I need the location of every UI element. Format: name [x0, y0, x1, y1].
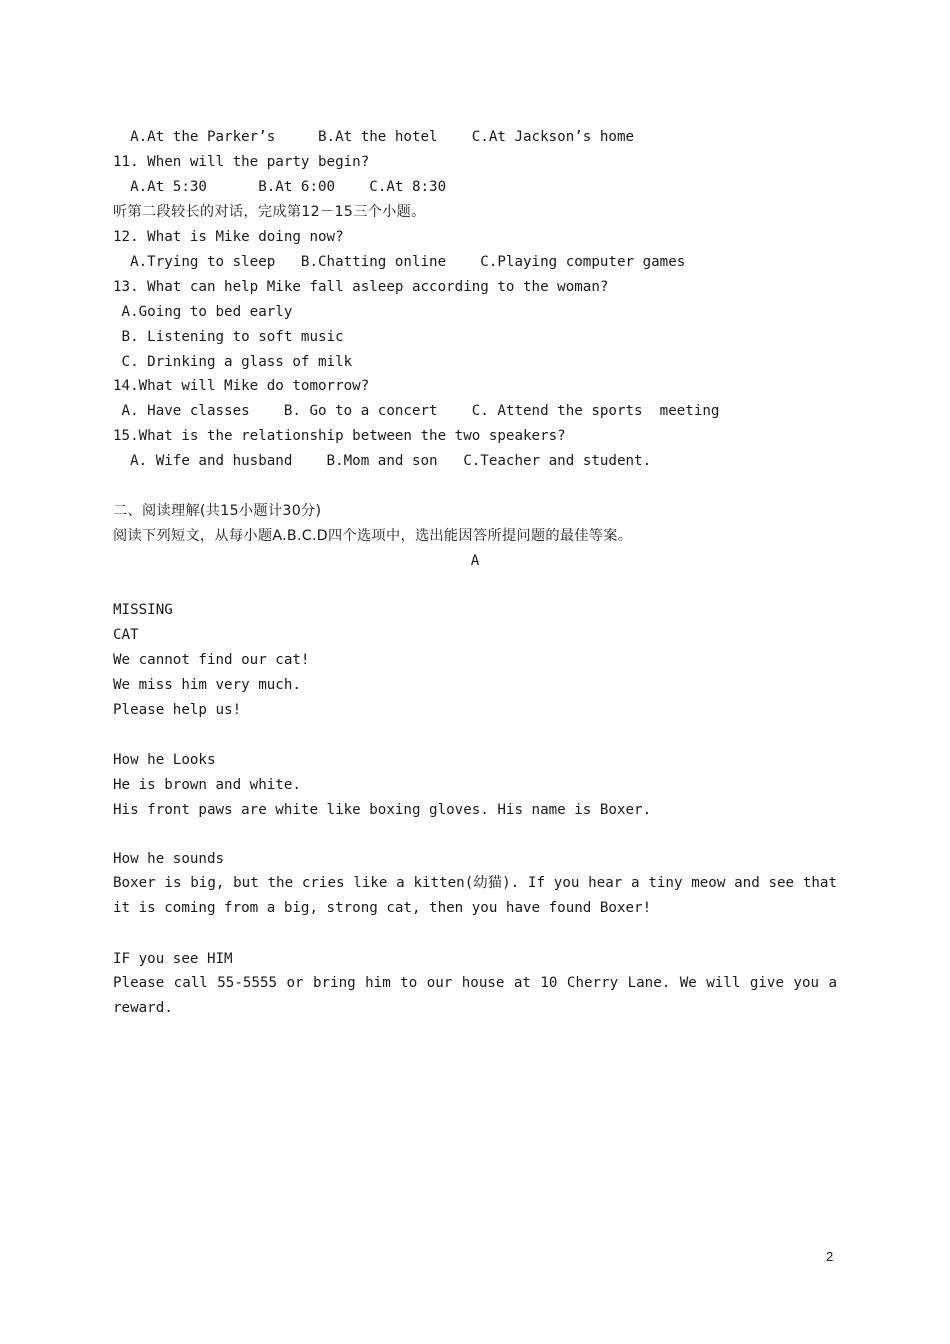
reading-instructions: 阅读下列短文，从每小题A.B.C.D四个选项中，选出能因答所提问题的最佳等案。: [113, 528, 633, 544]
notice-intro-line3: Please help us!: [113, 702, 242, 718]
section2-instructions: 听第二段较长的对话，完成第12－15三个小题。: [113, 204, 426, 220]
notice-title-line2: CAT: [113, 627, 139, 643]
q13-option-a: A.Going to bed early: [113, 304, 293, 320]
q14-question: 14.What will Mike do tomorrow?: [113, 378, 370, 394]
looks-line2: His front paws are white like boxing gloves. His name is Boxer.: [113, 802, 652, 818]
see-heading: IF you see HIM: [113, 951, 233, 967]
q12-options: A.Trying to sleep B.Chatting online C.Playing computer games: [113, 254, 686, 270]
q11-question: 11. When will the party begin?: [113, 154, 370, 170]
q13-option-b: B. Listening to soft music: [113, 329, 344, 345]
notice-intro-line1: We cannot find our cat!: [113, 652, 310, 668]
reading-heading: 二、阅读理解(共15小题计30分): [113, 503, 322, 519]
page-number: 2: [826, 1249, 834, 1264]
q13-option-c: C. Drinking a glass of milk: [113, 354, 353, 370]
notice-intro-line2: We miss him very much.: [113, 677, 301, 693]
q14-options: A. Have classes B. Go to a concert C. Attend the sports meeting: [113, 403, 720, 419]
q15-question: 15.What is the relationship between the two speakers?: [113, 428, 566, 444]
looks-heading: How he Looks: [113, 752, 216, 768]
q13-question: 13. What can help Mike fall asleep according to the woman?: [113, 279, 609, 295]
see-paragraph: Please call 55-5555 or bring him to our house at 10 Cherry Lane. We will give you a reward.: [113, 975, 837, 1016]
q15-options: A. Wife and husband B.Mom and son C.Teacher and student.: [113, 453, 652, 469]
q10-options: A.At the Parker’s B.At the hotel C.At Jackson’s home: [113, 129, 635, 145]
q11-options: A.At 5:30 B.At 6:00 C.At 8:30: [113, 179, 447, 195]
sounds-paragraph: Boxer is big, but the cries like a kitten(幼猫). If you hear a tiny meow and see that it is coming from a big, strong cat, then you have found Boxer!: [113, 875, 837, 916]
passage-label: A: [470, 553, 480, 569]
notice-title-line1: MISSING: [113, 602, 173, 618]
sounds-heading: How he sounds: [113, 851, 225, 867]
q12-question: 12. What is Mike doing now?: [113, 229, 344, 245]
looks-line1: He is brown and white.: [113, 777, 301, 793]
